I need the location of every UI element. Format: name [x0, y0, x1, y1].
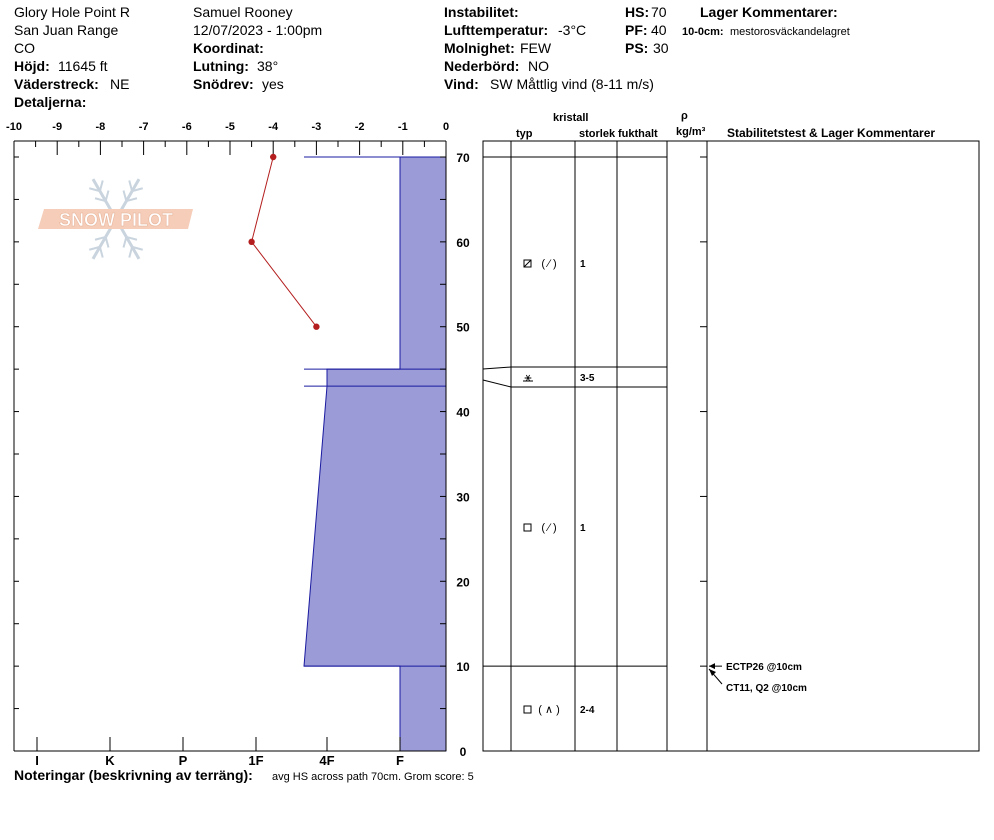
logo-text: SNOW PILOT: [59, 210, 173, 230]
temp-tick-label: 0: [442, 121, 450, 133]
crystal-header: kristall: [553, 112, 589, 124]
layer-boundary-connector: [483, 380, 511, 387]
crystal-secondary-icon: ( ∧ ): [538, 704, 560, 716]
temperature-point: [270, 154, 276, 160]
precip-label: Nederbörd:: [444, 58, 520, 74]
hardness-tick-label: 4F: [319, 753, 335, 768]
snowflake-branch: [100, 180, 103, 191]
state-name: CO: [14, 40, 35, 56]
pf-label: PF:: [625, 22, 648, 38]
snowflake-branch: [124, 237, 127, 248]
temp-tick-label: -2: [354, 121, 365, 133]
moisture-header: fukthalt: [618, 128, 658, 140]
observer-name: Samuel Rooney: [193, 4, 293, 20]
ps-value: 30: [653, 40, 669, 56]
drift-label: Snödrev:: [193, 76, 254, 92]
layer-comments-label: Lager Kommentarer:: [700, 4, 838, 20]
temp-tick-label: -8: [95, 121, 106, 133]
coordinate-label: Koordinat:: [193, 40, 264, 56]
temp-tick-label: -5: [225, 121, 235, 133]
layer-comment-text: mestorosväckandelagret: [730, 26, 850, 38]
snowflake-branch: [124, 190, 127, 201]
snowflake-branch: [100, 247, 103, 258]
height-tick-label: 70: [456, 151, 470, 165]
height-tick-label: 20: [456, 575, 470, 590]
stability-header: Stabilitetstest & Lager Kommentarer: [727, 126, 936, 140]
temp-tick-label: -1: [397, 121, 408, 133]
hardness-tick-label: K: [105, 753, 115, 768]
rho-header: ρ: [681, 110, 688, 122]
ps-label: PS:: [625, 40, 649, 56]
temperature-line: [252, 157, 317, 327]
temperature-point: [313, 324, 319, 330]
crystal-type-icon: [524, 706, 531, 713]
layer-comment-depth: 10-0cm:: [682, 26, 724, 38]
wind-label: Vind:: [444, 76, 479, 92]
hardness-tick-label: F: [396, 753, 404, 768]
height-tick-label: 10: [456, 660, 470, 675]
hardness-tick-label: P: [178, 753, 188, 768]
layer-table-frame: [483, 141, 979, 751]
drift-value: yes: [262, 76, 284, 92]
sky-label: Molnighet:: [444, 40, 515, 56]
height-tick-label: 40: [456, 405, 470, 420]
crystal-type-icon-slash: [524, 260, 531, 267]
temperature-point: [248, 239, 254, 245]
hardness-tick-label: I: [35, 753, 39, 768]
crystal-secondary-icon: ( ⁄ ): [541, 522, 557, 534]
test-arrow-head: [709, 663, 715, 669]
size-header: storlek: [579, 128, 616, 140]
height-tick-label: 30: [456, 490, 470, 505]
snowflake-branch: [129, 180, 132, 191]
crystal-size-value: 1: [580, 523, 586, 534]
layer-boundary-connector: [483, 367, 511, 369]
precip-value: NO: [528, 58, 549, 74]
slope-label: Lutning:: [193, 58, 249, 74]
details-label: Detaljerna:: [14, 94, 87, 110]
hardness-tick-label: 1F: [248, 753, 264, 768]
temp-tick-label: -6: [181, 121, 192, 133]
location-name: Glory Hole Point R: [14, 4, 130, 20]
hs-value: 70: [651, 4, 667, 20]
air-temp-value: -3°C: [558, 22, 587, 38]
hs-label: HS:: [625, 4, 650, 20]
snowflake-branch: [106, 237, 109, 248]
pf-value: 40: [651, 22, 667, 38]
stability-test-text: ECTP26 @10cm: [726, 662, 802, 674]
height-tick-label: 0: [459, 745, 467, 759]
test-arrow-head: [709, 669, 716, 676]
snow-pilot-logo: [38, 179, 193, 259]
air-temp-label: Lufttemperatur:: [444, 22, 549, 38]
aspect-value: NE: [110, 76, 130, 92]
stability-test-text: CT11, Q2 @10cm: [726, 683, 807, 694]
elevation-value: 11645 ft: [58, 58, 108, 74]
crystal-type-icon: ⚹: [524, 370, 532, 384]
crystal-size-value: 3-5: [580, 373, 595, 384]
crystal-secondary-icon: ( ⁄ ): [541, 258, 557, 270]
instability-label: Instabilitet:: [444, 4, 519, 20]
wind-value: SW Måttlig vind (8-11 m/s): [490, 76, 654, 92]
height-tick-label: 60: [456, 235, 470, 250]
crystal-size-value: 1: [580, 259, 586, 270]
temp-tick-label: -4: [268, 121, 279, 133]
temp-tick-label: -3: [311, 121, 322, 133]
crystal-size-value: 2-4: [580, 705, 595, 716]
elevation-label: Höjd:: [14, 58, 50, 74]
notes-label: Noteringar (beskrivning av terräng):: [14, 767, 253, 783]
crystal-type-icon: [524, 524, 531, 531]
notes-text: avg HS across path 70cm. Grom score: 5: [272, 771, 474, 783]
range-name: San Juan Range: [14, 22, 119, 38]
height-tick-label: 50: [456, 320, 470, 335]
temp-tick-label: -10: [6, 121, 22, 133]
observation-datetime: 12/07/2023 - 1:00pm: [193, 22, 323, 38]
sky-value: FEW: [520, 40, 552, 56]
density-unit-header: kg/m³: [676, 126, 706, 138]
slope-value: 38°: [257, 58, 279, 74]
aspect-label: Väderstreck:: [14, 76, 99, 92]
temp-tick-label: -9: [52, 121, 63, 133]
type-header: typ: [516, 128, 533, 140]
snowflake-branch: [106, 190, 109, 201]
temp-tick-label: -7: [138, 121, 149, 133]
hardness-profile: [304, 157, 446, 751]
snowflake-branch: [129, 247, 132, 258]
